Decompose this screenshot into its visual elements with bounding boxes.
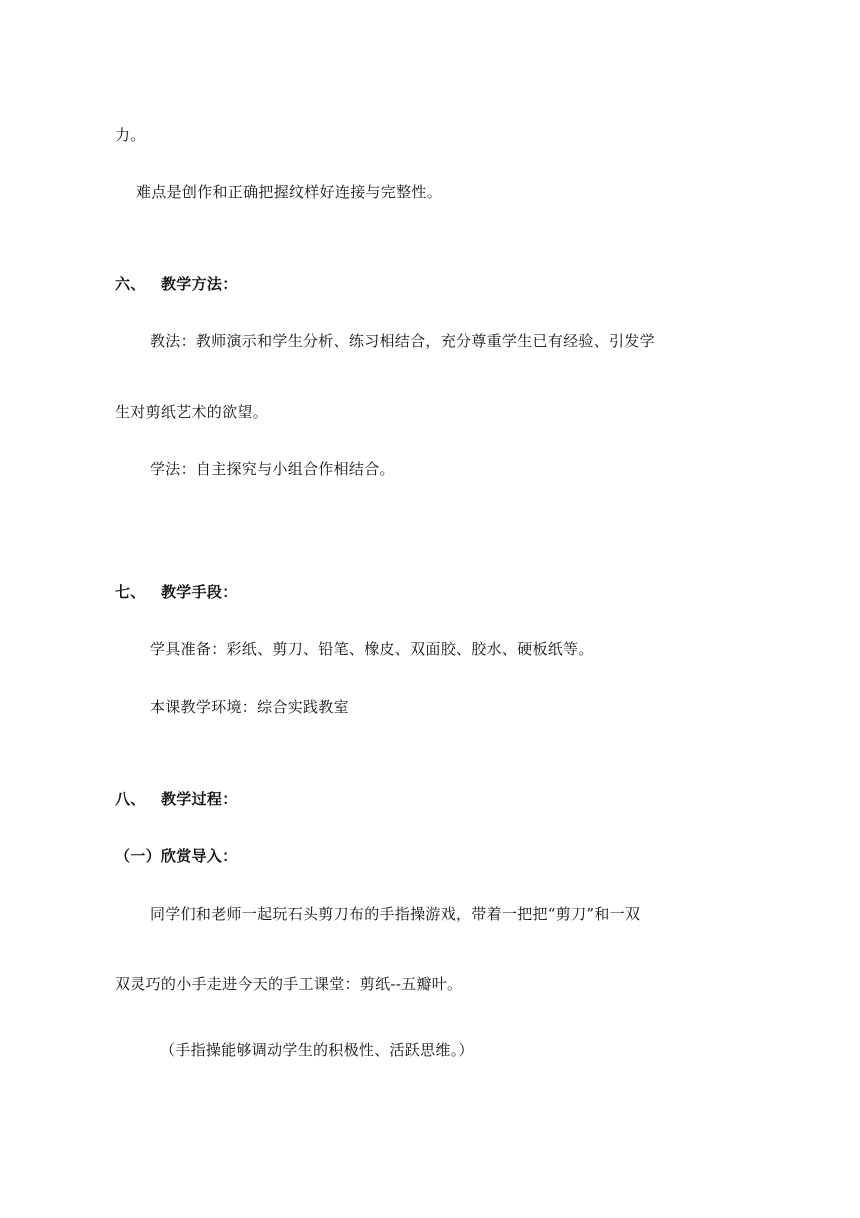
heading-teaching-means (115, 582, 238, 602)
paragraph-teaching-method-cont: 生对剪纸艺术的欲望。 (115, 403, 269, 421)
heading-number: 六、 (115, 275, 146, 293)
paragraph-finger-game-cont: 双灵巧的小手走进今天的手工课堂：剪纸--五瓣叶。 (115, 975, 463, 993)
heading-title: 教学过程： (161, 790, 238, 808)
heading-number: 七、 (115, 583, 146, 601)
paragraph-finger-game: 同学们和老师一起玩石头剪刀布的手指操游戏，带着一把把“剪刀”和一双 (150, 905, 641, 923)
heading-teaching-process (115, 789, 238, 809)
subheading-appreciation-intro: （一）欣赏导入： (115, 847, 238, 865)
heading-teaching-methods (115, 274, 238, 294)
paragraph-continuation: 力。 (115, 126, 146, 144)
heading-title: 教学方法： (161, 275, 238, 293)
paragraph-difficulty: 难点是创作和正确把握纹样好连接与完整性。 (136, 183, 443, 201)
paragraph-materials: 学具准备：彩纸、剪刀、铅笔、橡皮、双面胶、胶水、硬板纸等。 (150, 640, 594, 658)
paragraph-note: （手指操能够调动学生的积极性、活跃思维。） (160, 1041, 474, 1059)
paragraph-learning-method: 学法：自主探究与小组合作相结合。 (150, 460, 395, 478)
paragraph-teaching-method: 教法：教师演示和学生分析、练习相结合，充分尊重学生已有经验、引发学 (150, 332, 655, 350)
heading-title: 教学手段： (161, 583, 238, 601)
heading-number: 八、 (115, 790, 146, 808)
paragraph-environment: 本课教学环境：综合实践教室 (150, 698, 349, 716)
